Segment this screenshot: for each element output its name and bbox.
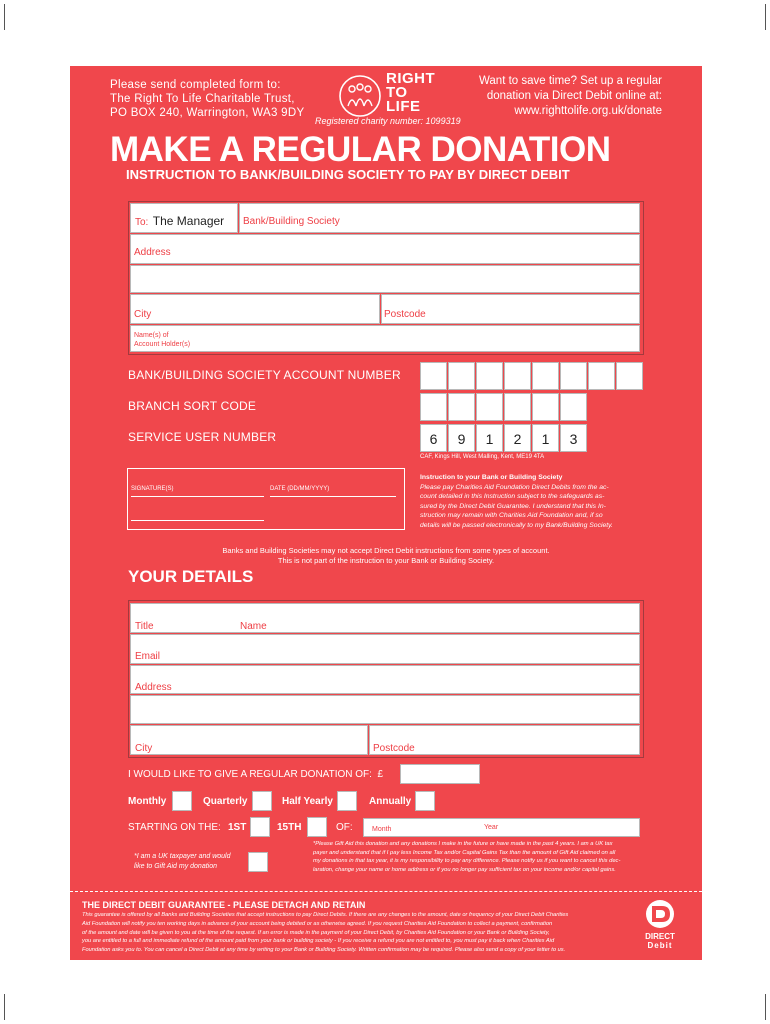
donation-amount-label	[128, 769, 383, 780]
account-number-digit-box[interactable]	[532, 362, 559, 390]
caf-address: CAF, Kings Hill, West Malling, Kent, ME19 4TA	[420, 454, 545, 460]
address-label: Address	[135, 682, 172, 693]
gift-aid-checkbox-label	[134, 852, 231, 872]
fifteenth-label: 15TH	[277, 822, 302, 833]
account-holder-label-line: Account Holder(s)	[134, 341, 191, 348]
donation-amount-text: I WOULD LIKE TO GIVE A REGULAR DONATION OF:	[128, 769, 372, 780]
account-number-digit-box[interactable]	[616, 362, 643, 390]
city-label: City	[135, 743, 153, 754]
direct-debit-wordmark	[632, 932, 688, 950]
account-holder-label	[134, 331, 190, 349]
crop-mark-top-left	[4, 4, 5, 30]
gift-aid-checkbox[interactable]	[248, 852, 268, 872]
service-user-digit: 2	[504, 424, 531, 452]
bank-instruction	[420, 473, 645, 530]
crop-mark-bottom-left	[4, 994, 5, 1020]
send-to-line: PO BOX 240, Warrington, WA3 9DY	[110, 107, 305, 119]
gift-aid-label-line: *I am a UK taxpayer and would	[134, 853, 231, 860]
monthly-checkbox[interactable]	[172, 791, 192, 811]
month-year-field[interactable]	[363, 818, 640, 837]
sort-code-digit-box[interactable]	[532, 393, 559, 421]
sort-code-digit-box[interactable]	[420, 393, 447, 421]
online-note-line: Want to save time? Set up a regular	[478, 75, 662, 87]
instruction-line: details will be passed electronically to my Bank/Building Society.	[420, 521, 613, 529]
account-holder-label-line: Name(s) of	[134, 332, 169, 339]
bank-city-field[interactable]	[130, 294, 380, 324]
account-holder-field[interactable]	[130, 325, 640, 352]
detach-line	[70, 891, 702, 892]
account-number-digit-box[interactable]	[560, 362, 587, 390]
warning-line: This is not part of the instruction to your Bank or Building Society.	[277, 556, 495, 565]
fifteenth-checkbox[interactable]	[307, 817, 327, 837]
date-line	[270, 496, 396, 497]
service-user-label: SERVICE USER NUMBER	[128, 430, 277, 444]
city-field[interactable]	[130, 725, 368, 755]
name-label: Name	[240, 621, 267, 632]
your-details-heading: YOUR DETAILS	[128, 567, 254, 586]
warning-line: Banks and Building Societies may not accept Direct Debit instructions from some types of account.	[222, 546, 550, 555]
annually-label: Annually	[369, 796, 412, 807]
signature-line-2	[131, 520, 264, 521]
of-label: OF:	[336, 822, 353, 833]
account-number-digit-box[interactable]	[504, 362, 531, 390]
instruction-line: Please pay Charities Aid Foundation Direct Debits from the ac-	[420, 483, 609, 491]
title-label: Title	[135, 621, 154, 632]
logo-text-line: RIGHT	[386, 70, 436, 87]
bank-city-label: City	[134, 309, 152, 320]
dd-wordmark-line: Debit	[647, 941, 673, 950]
service-user-digit: 9	[448, 424, 475, 452]
monthly-label: Monthly	[128, 796, 167, 807]
first-label: 1ST	[228, 822, 247, 833]
service-user-digit: 1	[476, 424, 503, 452]
gift-aid-legal-line: payer and understand that if I pay less Income Tax and/or Capital Gains Tax than the amount of Gift Aid claimed on all	[313, 849, 616, 856]
signature-line	[131, 496, 264, 497]
online-donation-note	[462, 74, 662, 119]
service-user-digit: 6	[420, 424, 447, 452]
email-label: Email	[135, 651, 161, 662]
dd-wordmark-line: DIRECT	[645, 932, 675, 941]
account-number-digit-box[interactable]	[448, 362, 475, 390]
email-field[interactable]	[130, 634, 640, 664]
gift-aid-legal-line: laration, change your name or home address or if you no longer pay sufficient tax on your income and/or capital gains.	[313, 866, 616, 873]
page-title: MAKE A REGULAR DONATION	[110, 130, 611, 169]
half-yearly-checkbox[interactable]	[337, 791, 357, 811]
quarterly-checkbox[interactable]	[252, 791, 272, 811]
crop-mark-top-right	[765, 4, 766, 30]
logo-text-line: TO	[386, 84, 408, 101]
service-user-digit: 3	[560, 424, 587, 452]
currency-symbol: £	[377, 769, 384, 780]
page-subtitle: INSTRUCTION TO BANK/BUILDING SOCIETY TO PAY BY DIRECT DEBIT	[126, 167, 570, 182]
guarantee-title: THE DIRECT DEBIT GUARANTEE - PLEASE DETACH AND RETAIN	[82, 900, 366, 910]
postcode-label: Postcode	[373, 743, 415, 754]
charity-number: Registered charity number: 1099319	[315, 116, 461, 126]
bank-postcode-label: Postcode	[384, 309, 426, 320]
guarantee-line: of the amount and date will be given to you at the time of the request. If an error is made in the payment of your Direct Debit, by Charities Aid Foundation or your Bank or Building Society,	[82, 929, 550, 936]
bank-name-label: Bank/Building Society	[243, 216, 340, 227]
send-to-line: Please send completed form to:	[110, 79, 281, 91]
bank-postcode-field[interactable]	[381, 294, 640, 324]
guarantee-line: Aid Foundation will notify you ten working days in advance of your account being debited or as otherwise agreed. If you request Charities Aid Foundation to collect a payment, confirmation	[82, 920, 553, 927]
service-user-digit: 1	[532, 424, 559, 452]
year-label: Year	[484, 824, 499, 831]
bank-address-field[interactable]	[130, 234, 640, 264]
instruction-line: count detailed in this Instruction subject to the safeguards as-	[420, 493, 605, 500]
online-note-url: www.righttolife.org.uk/donate	[514, 105, 662, 117]
address-field[interactable]	[130, 665, 640, 694]
instruction-line: struction may remain with Charities Aid Foundation and, if so	[420, 512, 603, 519]
instruction-line: sured by the Direct Debit Guarantee. I understand that this In-	[420, 502, 606, 510]
send-to-address	[110, 78, 304, 120]
date-label: DATE (DD/MM/YYYY)	[270, 486, 330, 492]
logo-wordmark	[386, 72, 435, 114]
sort-code-digit-box[interactable]	[448, 393, 475, 421]
postcode-field[interactable]	[369, 725, 640, 755]
starting-label: STARTING ON THE:	[128, 822, 221, 833]
title-name-field[interactable]	[130, 603, 640, 633]
gift-aid-legal-line: my donations in that tax year, it is my responsibility to pay any difference. Please notify us if you want to cancel this dec-	[313, 858, 621, 865]
instruction-heading: Instruction to your Bank or Building Society	[420, 474, 563, 481]
to-value: The Manager	[152, 214, 225, 228]
donation-form	[70, 66, 702, 960]
quarterly-label: Quarterly	[203, 796, 248, 807]
online-note-line: donation via Direct Debit online at:	[486, 90, 662, 102]
gift-aid-label-line: like to Gift Aid my donation	[134, 863, 218, 870]
account-number-digit-box[interactable]	[420, 362, 447, 390]
account-number-digit-box[interactable]	[476, 362, 503, 390]
bank-address-field-2[interactable]	[130, 265, 640, 293]
gift-aid-legal-line: *Please Gift Aid this donation and any donations I make in the future or have made in the past 4 years. I am a UK tax	[313, 841, 613, 847]
bank-name-field[interactable]	[239, 203, 640, 233]
sort-code-digit-box[interactable]	[560, 393, 587, 421]
guarantee-line: Foundation asks you to. You can cancel a Direct Debit at any time by writing to your Bank or Building Society. Written confirmation may be required. Please also send a copy of your letter to us.	[82, 947, 566, 954]
guarantee-line: you are entitled to a full and immediate refund of the amount paid from your bank or building society - If you receive a refund you are not entitled to, you must pay it back when Charities Aid	[82, 938, 555, 945]
to-label: To:	[135, 217, 149, 228]
bank-address-label: Address	[134, 247, 171, 258]
send-to-line: The Right To Life Charitable Trust,	[110, 93, 295, 105]
to-field[interactable]	[130, 203, 238, 233]
logo-text-line: LIFE	[386, 98, 421, 115]
crop-mark-bottom-right	[765, 994, 766, 1020]
account-number-label: BANK/BUILDING SOCIETY ACCOUNT NUMBER	[128, 368, 401, 382]
sort-code-label: BRANCH SORT CODE	[128, 399, 257, 413]
signature-label: SIGNATURE(S)	[131, 486, 174, 492]
month-label: Month	[372, 826, 392, 833]
sort-code-digit-box[interactable]	[476, 393, 503, 421]
half-yearly-label: Half Yearly	[282, 796, 333, 807]
guarantee-line: This guarantee is offered by all Banks and Building Societies that accept instructions to pay Direct Debits. If there are any changes to the amount, date or frequency of your Direct Debit Charities	[82, 912, 569, 918]
address-field-2[interactable]	[130, 695, 640, 724]
account-number-digit-box[interactable]	[588, 362, 615, 390]
guarantee-text	[82, 911, 630, 955]
gift-aid-legal-text	[313, 840, 683, 874]
donation-amount-input[interactable]	[400, 764, 480, 784]
first-checkbox[interactable]	[250, 817, 270, 837]
annually-checkbox[interactable]	[415, 791, 435, 811]
account-type-warning	[70, 546, 702, 566]
sort-code-digit-box[interactable]	[504, 393, 531, 421]
